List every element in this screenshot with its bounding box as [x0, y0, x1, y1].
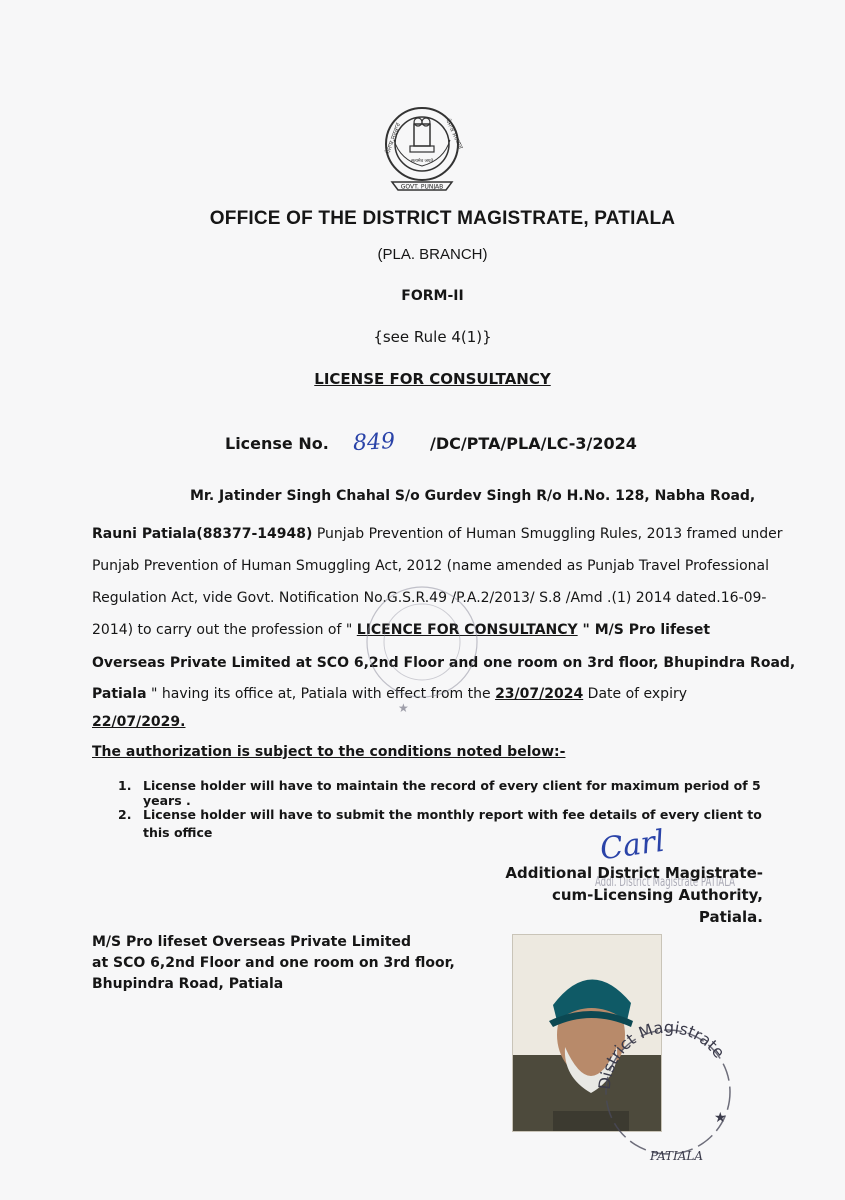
seal-top-text: District Magistrate [594, 1017, 729, 1091]
condition-text: License holder will have to submit the monthly report with fee details of every client to this office [143, 807, 762, 840]
seal-bottom-text: PATIALA [650, 1149, 704, 1163]
branch-name: (PLA. BRANCH) [377, 246, 488, 263]
body-line-1: Mr. Jatinder Singh Chahal S/o Gurdev Singh R/o H.No. 128, Nabha Road, [190, 488, 756, 504]
body-line-5-post: " M/S Pro lifeset [577, 622, 711, 638]
firm-address-line-3: Bhupindra Road, Patiala [92, 976, 284, 992]
form-number: FORM-II [401, 288, 464, 304]
signatory-designation-2: cum-Licensing Authority, [551, 886, 763, 904]
signature-stamp-text: Addl. District Magistrate PATIALA [595, 875, 736, 890]
condition-number: 1. [118, 778, 132, 793]
emblem-motto: सत्यमेव जयते [410, 159, 434, 164]
profession-name: LICENCE FOR CONSULTANCY [356, 622, 578, 638]
signature-block [505, 862, 763, 928]
condition-text: License holder will have to maintain the record of every client for maximum period of 5 years . [143, 778, 761, 808]
rule-reference: {see Rule 4(1)} [373, 328, 492, 346]
body-line-7-mid: " having its office at, Patiala with effect from the [146, 686, 496, 702]
license-label: License No. [225, 434, 329, 453]
license-number-line [225, 430, 637, 455]
body-line-6: Overseas Private Limited at SCO 6,2nd Floor and one room on 3rd floor, Bhupindra Road, [92, 655, 796, 671]
seal-star-icon: ★ [714, 1109, 727, 1125]
signatory-city: Patiala. [698, 908, 763, 926]
applicant-address: Rauni Patiala(88377-14948) [92, 526, 313, 542]
signature-scrawl: Carl [597, 823, 667, 868]
signatory-designation-1: Additional District Magistrate- [505, 864, 763, 882]
emblem-text-left: ਪੰਜਾਬ ਸਰਕਾਰ [384, 121, 402, 155]
conditions-title: The authorization is subject to the conditions noted below:- [92, 744, 566, 760]
firm-address-line-1: M/S Pro lifeset Overseas Private Limited [92, 934, 412, 950]
license-handwritten-number: 849 [352, 428, 397, 457]
body-line-7-city: Patiala [92, 686, 147, 702]
punjab-govt-emblem-icon [372, 100, 472, 200]
body-line-2 [92, 526, 783, 542]
body-line-3: Punjab Prevention of Human Smuggling Act, 2012 (name amended as Punjab Travel Professional [92, 558, 770, 574]
effective-date: 23/07/2024 [495, 686, 584, 702]
office-title: OFFICE OF THE DISTRICT MAGISTRATE, PATIALA [209, 208, 676, 229]
body-line-2-text: Punjab Prevention of Human Smuggling Rules, 2013 framed under [312, 526, 783, 542]
body-line-7-post: Date of expiry [583, 686, 687, 702]
faded-seal-star-icon: ★ [398, 701, 409, 715]
faded-seal-icon [352, 582, 492, 732]
district-magistrate-seal-icon [590, 1010, 740, 1170]
firm-address-line-2: at SCO 6,2nd Floor and one room on 3rd floor, [92, 955, 455, 971]
firm-address [92, 932, 455, 995]
emblem-ribbon-text: GOVT. PUNJAB [400, 183, 444, 191]
license-title: LICENSE FOR CONSULTANCY [314, 370, 551, 388]
emblem-text-right: ਪੰਜਾਬ ਸਰਕਾਰ [444, 117, 465, 151]
license-number-suffix: /DC/PTA/PLA/LC-3/2024 [429, 434, 637, 453]
expiry-date: 22/07/2029. [92, 714, 186, 730]
condition-number: 2. [118, 807, 132, 822]
body-line-5-pre: 2014) to carry out the profession of " [92, 622, 357, 638]
body-line-4: Regulation Act, vide Govt. Notification No.G.S.R.49 /P.A.2/2013/ S.8 /Amd .(1) 2014 dated.16-09- [92, 590, 767, 606]
